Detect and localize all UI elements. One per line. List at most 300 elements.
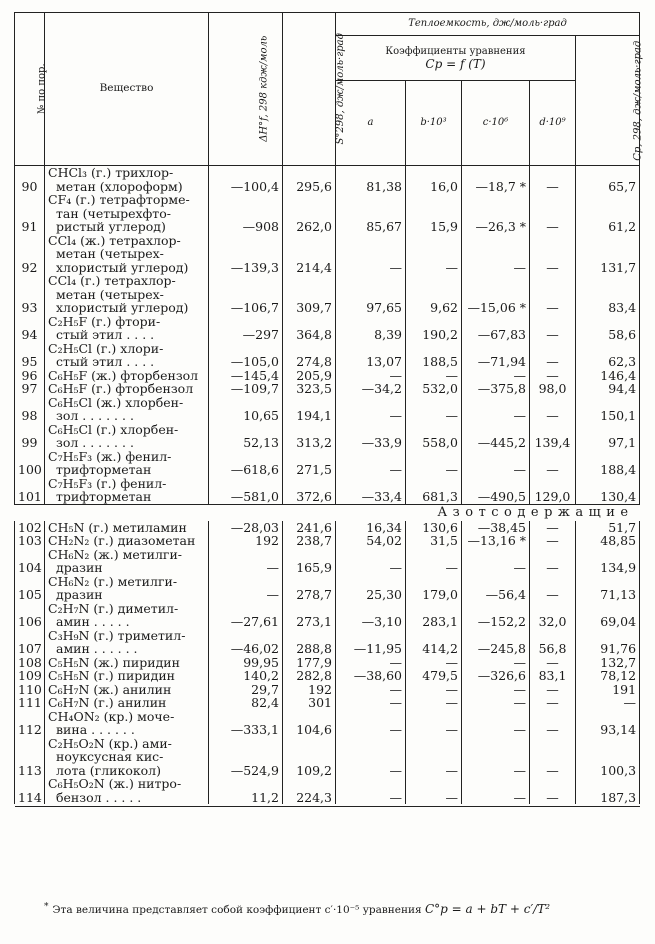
cp-cell: 187,3: [576, 777, 640, 804]
coef-a-cell: —34,2: [336, 382, 406, 396]
substance-line: метан (четырех-: [56, 286, 164, 302]
coef-d-cell: —: [530, 683, 576, 697]
coef-d-cell: —: [530, 450, 576, 477]
cp-cell: 69,04: [576, 602, 640, 629]
coef-c-cell: —: [462, 710, 530, 737]
substance-cell: [45, 710, 209, 737]
table-row: [15, 477, 640, 505]
table-row: [15, 396, 640, 423]
substance-cell: [45, 166, 209, 194]
coef-c-cell: —152,2: [462, 602, 530, 629]
enthalpy-cell: —524,9: [209, 737, 283, 778]
section-title: Азотсодержащие: [15, 504, 640, 521]
table-row: [15, 710, 640, 737]
header-b: b·10³: [406, 81, 462, 166]
coef-b-cell: —: [406, 396, 462, 423]
row-number: 93: [15, 274, 45, 315]
substance-line: трифторметан: [56, 489, 152, 504]
entropy-cell: 224,3: [283, 777, 336, 804]
substance-line: CH₆N₂ (ж.) метилги-: [48, 546, 183, 562]
substance-line: C₇H₅F₃ (ж.) фенил-: [48, 448, 172, 464]
coef-c-cell: —: [462, 683, 530, 697]
header-dh: ΔH°f, 298 кдж/моль: [209, 13, 283, 166]
enthalpy-cell: —105,0: [209, 342, 283, 369]
enthalpy-cell: —297: [209, 315, 283, 342]
cp-cell: 58,6: [576, 315, 640, 342]
cp-cell: 91,76: [576, 629, 640, 656]
entropy-cell: 364,8: [283, 315, 336, 342]
coef-a-cell: 25,30: [336, 575, 406, 602]
coef-c-cell: —38,45: [462, 521, 530, 535]
coef-a-cell: 54,02: [336, 534, 406, 548]
row-number: 99: [15, 423, 45, 450]
substance-line: C₆H₇N (ж.) анилин: [48, 681, 172, 697]
substance-cell: [45, 548, 209, 575]
coef-b-cell: —: [406, 548, 462, 575]
row-number: 92: [15, 234, 45, 275]
substance-line: C₆H₅F (ж.) фторбензол: [48, 367, 199, 383]
coef-a-cell: 85,67: [336, 193, 406, 234]
row-number: 100: [15, 450, 45, 477]
coef-b-cell: 558,0: [406, 423, 462, 450]
coef-d-cell: —: [530, 274, 576, 315]
coef-a-cell: 81,38: [336, 166, 406, 194]
entropy-cell: 282,8: [283, 669, 336, 683]
row-number: 113: [15, 737, 45, 778]
coef-d-cell: —: [530, 575, 576, 602]
substance-line: зол . . . . . . .: [56, 408, 134, 423]
entropy-cell: 165,9: [283, 548, 336, 575]
table-row: [15, 777, 640, 804]
table-row: [15, 669, 640, 683]
substance-line: дразин: [56, 587, 103, 602]
enthalpy-cell: —333,1: [209, 710, 283, 737]
cp-cell: 78,12: [576, 669, 640, 683]
entropy-cell: 323,5: [283, 382, 336, 396]
coef-b-cell: 9,62: [406, 274, 462, 315]
row-number: 107: [15, 629, 45, 656]
row-number: 91: [15, 193, 45, 234]
cp-cell: 146,4: [576, 369, 640, 383]
substance-cell: [45, 683, 209, 697]
row-number: 103: [15, 534, 45, 548]
coef-d-cell: —: [530, 396, 576, 423]
coef-c-cell: —490,5: [462, 477, 530, 505]
table-row: [15, 737, 640, 778]
cp-cell: 132,7: [576, 656, 640, 670]
substance-line: ристый углерод): [56, 219, 166, 234]
substance-line: CHCl₃ (г.) трихлор-: [48, 165, 174, 180]
coef-d-cell: —: [530, 521, 576, 535]
coef-a-cell: —: [336, 548, 406, 575]
substance-cell: [45, 382, 209, 396]
coef-a-cell: —: [336, 737, 406, 778]
section-nitrogen: [15, 504, 640, 521]
coef-b-cell: 31,5: [406, 534, 462, 548]
coef-b-cell: 188,5: [406, 342, 462, 369]
coef-c-cell: —: [462, 548, 530, 575]
substance-cell: [45, 315, 209, 342]
coef-d-cell: —: [530, 696, 576, 710]
coef-c-cell: —56,4: [462, 575, 530, 602]
cp-cell: 62,3: [576, 342, 640, 369]
substance-line: метан (хлороформ): [56, 178, 183, 194]
substance-cell: [45, 575, 209, 602]
footnote-star: *: [44, 902, 49, 912]
header-coeffs: Коэффициенты уравнения Cp = f (T): [336, 36, 576, 81]
entropy-cell: 238,7: [283, 534, 336, 548]
coef-c-cell: —245,8: [462, 629, 530, 656]
row-number: 114: [15, 777, 45, 804]
table-row: [15, 521, 640, 535]
substance-line: C₆H₅Cl (г.) хлорбен-: [48, 421, 179, 437]
substance-line: CH₆N₂ (г.) метилги-: [48, 573, 178, 589]
entropy-cell: 273,1: [283, 602, 336, 629]
substance-cell: [45, 602, 209, 629]
footnote: [44, 902, 550, 916]
substance-line: CH₄ON₂ (кр.) моче-: [48, 708, 175, 724]
coef-c-cell: —: [462, 396, 530, 423]
header-s: S°298, дж/моль·град: [283, 13, 336, 166]
enthalpy-cell: 192: [209, 534, 283, 548]
entropy-cell: 177,9: [283, 656, 336, 670]
coef-c-cell: —: [462, 369, 530, 383]
coef-b-cell: —: [406, 683, 462, 697]
coef-c-cell: —18,7 *: [462, 166, 530, 194]
cp-cell: 131,7: [576, 234, 640, 275]
coef-d-cell: 139,4: [530, 423, 576, 450]
row-number: 90: [15, 166, 45, 194]
coef-d-cell: —: [530, 737, 576, 778]
substance-line: C₆H₅F (г.) фторбензол: [48, 381, 194, 396]
entropy-cell: 205,9: [283, 369, 336, 383]
cp-cell: 100,3: [576, 737, 640, 778]
coef-c-cell: —326,6: [462, 669, 530, 683]
coef-b-cell: —: [406, 737, 462, 778]
enthalpy-cell: 140,2: [209, 669, 283, 683]
coef-b-cell: 16,0: [406, 166, 462, 194]
entropy-cell: 109,2: [283, 737, 336, 778]
enthalpy-cell: —139,3: [209, 234, 283, 275]
footnote-text: Эта величина представляет собой коэффициент c′·10⁻⁵ уравнения: [52, 904, 422, 916]
substance-cell: [45, 369, 209, 383]
coef-b-cell: 179,0: [406, 575, 462, 602]
enthalpy-cell: —27,61: [209, 602, 283, 629]
substance-line: хлористый углерод): [56, 300, 189, 315]
table-row: [15, 534, 640, 548]
coef-b-cell: 479,5: [406, 669, 462, 683]
entropy-cell: 271,5: [283, 450, 336, 477]
row-number: 112: [15, 710, 45, 737]
enthalpy-cell: 99,95: [209, 656, 283, 670]
table-row: [15, 315, 640, 342]
substance-line: C₂H₇N (г.) диметил-: [48, 600, 179, 616]
substance-line: амин . . . . . .: [56, 641, 138, 656]
entropy-cell: 313,2: [283, 423, 336, 450]
coef-a-cell: —: [336, 450, 406, 477]
enthalpy-cell: —109,7: [209, 382, 283, 396]
coef-b-cell: 681,3: [406, 477, 462, 505]
entropy-cell: 309,7: [283, 274, 336, 315]
substance-line: тан (четырехфто-: [56, 205, 171, 221]
coef-a-cell: 97,65: [336, 274, 406, 315]
substance-cell: [45, 193, 209, 234]
row-number: 108: [15, 656, 45, 670]
enthalpy-cell: —: [209, 548, 283, 575]
substance-cell: [45, 423, 209, 450]
row-number: 111: [15, 696, 45, 710]
substance-line: лота (гликокол): [56, 762, 161, 778]
coef-a-cell: —: [336, 234, 406, 275]
enthalpy-cell: 29,7: [209, 683, 283, 697]
header-a: a: [336, 81, 406, 166]
coef-c-cell: —15,06 *: [462, 274, 530, 315]
coef-c-cell: —: [462, 234, 530, 275]
coef-c-cell: —: [462, 450, 530, 477]
coef-a-cell: —: [336, 369, 406, 383]
enthalpy-cell: —100,4: [209, 166, 283, 194]
enthalpy-cell: 52,13: [209, 423, 283, 450]
row-number: 110: [15, 683, 45, 697]
substance-cell: [45, 737, 209, 778]
coef-a-cell: —33,4: [336, 477, 406, 505]
substance-cell: [45, 534, 209, 548]
coef-b-cell: —: [406, 369, 462, 383]
coef-d-cell: —: [530, 548, 576, 575]
enthalpy-cell: 82,4: [209, 696, 283, 710]
entropy-cell: 295,6: [283, 166, 336, 194]
entropy-cell: 214,4: [283, 234, 336, 275]
coef-a-cell: —: [336, 710, 406, 737]
coef-d-cell: —: [530, 234, 576, 275]
cp-cell: 134,9: [576, 548, 640, 575]
header-cp: Cp, 298, дж/моль·град: [576, 36, 640, 166]
coef-b-cell: —: [406, 777, 462, 804]
row-number: 102: [15, 521, 45, 535]
cp-cell: 191: [576, 683, 640, 697]
substance-cell: [45, 521, 209, 535]
table-row: [15, 629, 640, 656]
row-number: 105: [15, 575, 45, 602]
coef-d-cell: —: [530, 710, 576, 737]
table-row: [15, 193, 640, 234]
coef-c-cell: —13,16 *: [462, 534, 530, 548]
entropy-cell: 278,7: [283, 575, 336, 602]
entropy-cell: 241,6: [283, 521, 336, 535]
enthalpy-cell: —618,6: [209, 450, 283, 477]
coef-b-cell: 15,9: [406, 193, 462, 234]
header-no: № по пор.: [15, 13, 45, 166]
substance-line: CCl₄ (ж.) тетрахлор-: [48, 232, 181, 248]
header-d: d·10⁹: [530, 81, 576, 166]
table-row: [15, 683, 640, 697]
cp-cell: 93,14: [576, 710, 640, 737]
coef-d-cell: —: [530, 166, 576, 194]
substance-line: вина . . . . . .: [56, 722, 135, 737]
enthalpy-cell: —28,03: [209, 521, 283, 535]
substance-line: C₂H₅F (г.) фтори-: [48, 313, 161, 329]
footnote-equation: C°p = a + bT + c′/T²: [424, 902, 551, 916]
row-number: 104: [15, 548, 45, 575]
enthalpy-cell: 10,65: [209, 396, 283, 423]
cp-cell: 150,1: [576, 396, 640, 423]
coef-d-cell: 83,1: [530, 669, 576, 683]
enthalpy-cell: —46,02: [209, 629, 283, 656]
coef-a-cell: —11,95: [336, 629, 406, 656]
coef-a-cell: —33,9: [336, 423, 406, 450]
table-row: [15, 656, 640, 670]
coef-c-cell: —67,83: [462, 315, 530, 342]
coef-a-cell: —38,60: [336, 669, 406, 683]
coef-d-cell: —: [530, 656, 576, 670]
row-number: 106: [15, 602, 45, 629]
table-row: [15, 423, 640, 450]
coef-c-cell: —375,8: [462, 382, 530, 396]
substance-line: C₂H₅O₂N (кр.) ами-: [48, 735, 172, 751]
coef-c-cell: —71,94: [462, 342, 530, 369]
substance-line: CCl₄ (г.) тетрахлор-: [48, 273, 176, 288]
enthalpy-cell: —: [209, 575, 283, 602]
coef-d-cell: —: [530, 777, 576, 804]
table-row: [15, 450, 640, 477]
substance-line: C₅H₅N (г.) пиридин: [48, 668, 176, 683]
coef-c-cell: —26,3 *: [462, 193, 530, 234]
entropy-cell: 274,8: [283, 342, 336, 369]
substance-line: C₃H₉N (г.) триметил-: [48, 627, 186, 643]
table-row: [15, 602, 640, 629]
enthalpy-cell: —581,0: [209, 477, 283, 505]
coef-d-cell: 98,0: [530, 382, 576, 396]
substance-line: C₂H₅Cl (г.) хлори-: [48, 340, 164, 356]
entropy-cell: 262,0: [283, 193, 336, 234]
substance-line: бензол . . . . .: [56, 789, 142, 805]
substance-line: зол . . . . . . .: [56, 435, 134, 450]
coef-a-cell: —: [336, 696, 406, 710]
enthalpy-cell: —908: [209, 193, 283, 234]
coef-d-cell: —: [530, 315, 576, 342]
table-row: [15, 548, 640, 575]
coef-b-cell: —: [406, 656, 462, 670]
thermo-table: [14, 12, 644, 807]
cp-cell: 48,85: [576, 534, 640, 548]
substance-line: метан (четырех-: [56, 246, 164, 261]
table-row: [15, 342, 640, 369]
cp-cell: 130,4: [576, 477, 640, 505]
substance-line: C₆H₅Cl (ж.) хлорбен-: [48, 394, 184, 410]
coef-d-cell: —: [530, 534, 576, 548]
substance-line: хлористый углерод): [56, 259, 189, 275]
coef-b-cell: 130,6: [406, 521, 462, 535]
coef-a-cell: —: [336, 656, 406, 670]
coef-c-cell: —445,2: [462, 423, 530, 450]
substance-line: C₅H₅N (ж.) пиридин: [48, 654, 180, 670]
row-number: 97: [15, 382, 45, 396]
substance-cell: [45, 629, 209, 656]
row-number: 101: [15, 477, 45, 505]
table-row: [15, 234, 640, 275]
entropy-cell: 192: [283, 683, 336, 697]
table-row: [15, 382, 640, 396]
substance-cell: [45, 450, 209, 477]
entropy-cell: 372,6: [283, 477, 336, 505]
coef-b-cell: 414,2: [406, 629, 462, 656]
cp-cell: 65,7: [576, 166, 640, 194]
substance-line: амин . . . . .: [56, 614, 130, 629]
row-number: 94: [15, 315, 45, 342]
coef-c-cell: —: [462, 777, 530, 804]
coef-a-cell: 8,39: [336, 315, 406, 342]
coef-c-cell: —: [462, 737, 530, 778]
substance-cell: [45, 396, 209, 423]
substance-line: C₆H₅O₂N (ж.) нитро-: [48, 776, 182, 791]
substance-cell: [45, 477, 209, 505]
coef-d-cell: 32,0: [530, 602, 576, 629]
row-number: 96: [15, 369, 45, 383]
row-number: 98: [15, 396, 45, 423]
header-c: c·10⁶: [462, 81, 530, 166]
substance-line: C₇H₅F₃ (г.) фенил-: [48, 475, 167, 491]
coef-d-cell: 129,0: [530, 477, 576, 505]
substance-cell: [45, 274, 209, 315]
substance-line: трифторметан: [56, 462, 152, 477]
enthalpy-cell: 11,2: [209, 777, 283, 804]
substance-line: C₆H₇N (г.) анилин: [48, 695, 167, 710]
coef-b-cell: —: [406, 710, 462, 737]
entropy-cell: 194,1: [283, 396, 336, 423]
substance-cell: [45, 342, 209, 369]
row-number: 109: [15, 669, 45, 683]
coef-a-cell: 13,07: [336, 342, 406, 369]
cp-cell: 61,2: [576, 193, 640, 234]
coef-a-cell: —3,10: [336, 602, 406, 629]
enthalpy-cell: —145,4: [209, 369, 283, 383]
substance-cell: [45, 696, 209, 710]
table-row: [15, 274, 640, 315]
substance-line: ноуксусная кис-: [56, 749, 164, 764]
enthalpy-cell: —106,7: [209, 274, 283, 315]
coef-b-cell: 283,1: [406, 602, 462, 629]
entropy-cell: 104,6: [283, 710, 336, 737]
coef-d-cell: —: [530, 369, 576, 383]
table-row: [15, 369, 640, 383]
entropy-cell: 288,8: [283, 629, 336, 656]
header-heat-capacity: Теплоемкость, дж/моль·град: [336, 13, 640, 36]
coef-a-cell: —: [336, 683, 406, 697]
substance-line: стый этил . . . .: [56, 354, 155, 369]
header-substance: Вещество: [45, 13, 209, 166]
cp-cell: 94,4: [576, 382, 640, 396]
coef-d-cell: —: [530, 342, 576, 369]
cp-cell: 71,13: [576, 575, 640, 602]
coef-a-cell: 16,34: [336, 521, 406, 535]
coef-a-cell: —: [336, 777, 406, 804]
substance-cell: [45, 669, 209, 683]
coef-b-cell: —: [406, 450, 462, 477]
substance-cell: [45, 656, 209, 670]
substance-line: стый этил . . . .: [56, 327, 155, 342]
table-row: [15, 696, 640, 710]
coef-c-cell: —: [462, 656, 530, 670]
coef-a-cell: —: [336, 396, 406, 423]
coef-b-cell: 532,0: [406, 382, 462, 396]
table-body-nitrogen: [15, 521, 640, 805]
cp-cell: 51,7: [576, 521, 640, 535]
substance-cell: [45, 234, 209, 275]
coef-b-cell: —: [406, 234, 462, 275]
cp-cell: 83,4: [576, 274, 640, 315]
coef-b-cell: 190,2: [406, 315, 462, 342]
cp-cell: 188,4: [576, 450, 640, 477]
